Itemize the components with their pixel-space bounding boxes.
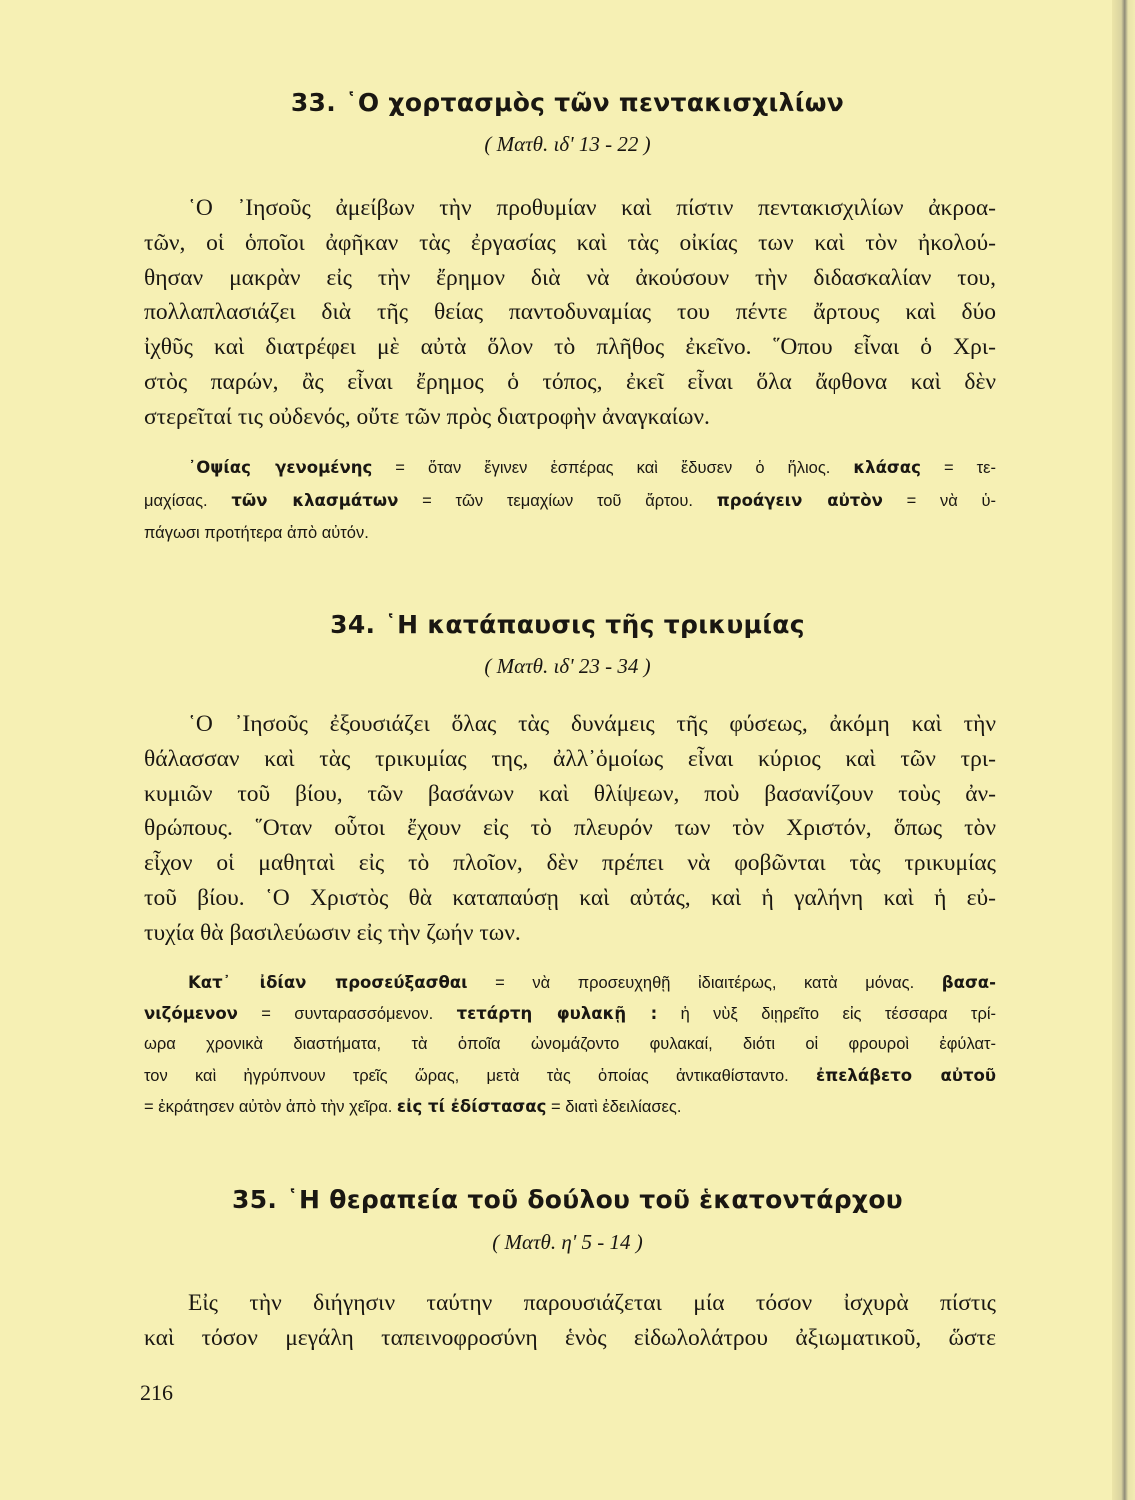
paragraph-line: εἶχον οἱ μαθηταὶ εἰς τὸ πλοῖον, δὲν πρέπει νὰ φοβῶνται τὰς τρικυμίας — [144, 850, 996, 877]
section-34-notes — [144, 967, 996, 1122]
section-35-title: 35. ῾Η θεραπεία τοῦ δούλου τοῦ ἑκατοντάρχου — [232, 1185, 903, 1214]
paragraph-line: καὶ τόσον μεγάλη ταπεινοφροσύνη ἑνὸς εἰδωλολάτρου ἀξιωματικοῦ, ὥστε — [144, 1324, 996, 1351]
note-line — [144, 1060, 996, 1091]
paragraph-line: Εἰς τὴν διήγησιν ταύτην παρουσιάζεται μία τόσον ἰσχυρὰ πίστις — [188, 1290, 996, 1316]
glossary-definition: πάγωσι προτήτερα ἀπὸ αὐτόν. — [144, 524, 369, 542]
glossary-term: τῶν κλασμάτων — [231, 490, 399, 510]
glossary-definition: ωρα χρονικὰ διαστήματα, τὰ ὁποῖα ὠνομάζοντο φυλακαί, διότι οἱ φρουροὶ ἐφύλατ- — [144, 1035, 996, 1053]
section-34-title: 34. ῾Η κατάπαυσις τῆς τρικυμίας — [330, 610, 805, 639]
paragraph-line: θησαν μακρὰν εἰς τὴν ἔρημον διὰ νὰ ἀκούσουν τὴν διδασκαλίαν του, — [144, 264, 996, 291]
glossary-definition: = ἐκράτησεν αὐτὸν ἀπὸ τὴν χεῖρα. — [144, 1098, 397, 1116]
paragraph-line: τῶν, οἱ ὁποῖοι ἀφῆκαν τὰς ἐργασίας καὶ τὰς οἰκίας των καὶ τὸν ἠκολού- — [144, 229, 996, 256]
glossary-definition: τον καὶ ἠγρύπνουν τρεῖς ὥρας, μετὰ τὰς ὁποίας ἀντικαθίσταντο. — [144, 1067, 816, 1085]
glossary-term: κλάσας — [853, 458, 921, 477]
glossary-term: Κατ᾿ ἰδίαν προσεύξασθαι — [188, 973, 468, 992]
page-number: 216 — [140, 1380, 173, 1405]
section-33-reference: ( Ματθ. ιδ' 13 - 22 ) — [484, 132, 651, 156]
glossary-term: τετάρτη φυλακῇ : — [456, 1004, 658, 1023]
section-33-paragraph — [144, 191, 996, 435]
section-35-paragraph — [144, 1286, 996, 1356]
book-binding-edge — [1112, 0, 1135, 1500]
section-34-reference: ( Ματθ. ιδ' 23 - 34 ) — [484, 654, 651, 678]
section-33-notes — [144, 452, 996, 550]
paragraph-line: τυχία θὰ βασιλεύωσιν εἰς τὴν ζωήν των. — [144, 919, 521, 946]
paragraph-line: στὸς παρών, ἂς εἶναι ἔρημος ὁ τόπος, ἐκεῖ εἶναι ὅλα ἄφθονα καὶ δὲν — [144, 368, 996, 395]
paragraph-line: ἰχθῦς καὶ διατρέφει μὲ αὐτὰ ὅλον τὸ πλῆθος ἐκεῖνο. ῞Οπου εἶναι ὁ Χρι- — [144, 334, 996, 361]
glossary-term: ᾿Οψίας γενομένης — [188, 458, 373, 477]
paragraph-line: κυμιῶν τοῦ βίου, τῶν βασάνων καὶ θλίψεων, ποὺ βασανίζουν τοὺς ἀν- — [144, 780, 996, 807]
glossary-definition: μαχίσας. — [144, 491, 232, 510]
glossary-definition: = τε- — [920, 459, 996, 477]
note-line — [144, 967, 996, 998]
glossary-definition: = τῶν τεμαχίων τοῦ ἄρτου. — [398, 491, 717, 510]
glossary-term: εἰς τί ἐδίστασας — [396, 1097, 547, 1116]
glossary-definition: = ὅταν ἔγινεν ἑσπέρας καὶ ἔδυσεν ὁ ἥλιος. — [372, 459, 854, 477]
paragraph-line: ῾Ο ᾿Ιησοῦς ἀμείβων τὴν προθυμίαν καὶ πίστιν πεντακισχιλίων ἀκροα- — [188, 195, 996, 221]
glossary-term: προάγειν αὐτὸν — [716, 490, 883, 510]
paragraph-line: στερεῖταί τις οὐδενός, οὔτε τῶν πρὸς διατροφὴν ἀναγκαίων. — [144, 403, 710, 430]
note-line — [144, 1091, 996, 1122]
glossary-term: νιζόμενον — [144, 1004, 238, 1023]
glossary-definition: = νὰ ὑ- — [882, 491, 997, 510]
glossary-definition: = συνταρασσόμενον. — [237, 1005, 457, 1023]
glossary-definition: ἡ νὺξ διῃρεῖτο εἰς τέσσαρα τρί- — [657, 1005, 996, 1023]
section-34-paragraph — [144, 707, 996, 951]
glossary-term: ἐπελάβετο αὐτοῦ — [816, 1066, 996, 1085]
glossary-term: βασα- — [941, 973, 996, 992]
note-line — [144, 517, 996, 550]
section-33-title: 33. ῾Ο χορτασμὸς τῶν πεντακισχιλίων — [290, 88, 845, 117]
note-line — [144, 998, 996, 1029]
paragraph-line: τοῦ βίου. ῾Ο Χριστὸς θὰ καταπαύσῃ καὶ αὐτάς, καὶ ἡ γαλήνη καὶ ἡ εὐ- — [144, 884, 996, 911]
glossary-definition: = διατὶ ἐδειλίασες. — [546, 1098, 682, 1116]
note-line — [144, 1029, 996, 1060]
note-line — [144, 485, 996, 518]
note-line — [144, 452, 996, 485]
glossary-definition: = νὰ προσευχηθῇ ἰδιαιτέρως, κατὰ μόνας. — [467, 974, 942, 992]
section-35-reference: ( Ματθ. η' 5 - 14 ) — [492, 1230, 643, 1254]
paragraph-line: πολλαπλασιάζει διὰ τῆς θείας παντοδυναμίας του πέντε ἄρτους καὶ δύο — [144, 299, 996, 326]
paragraph-line: θάλασσαν καὶ τὰς τρικυμίας της, ἀλλ᾿ὁμοίως εἶναι κύριος καὶ τῶν τρι- — [144, 745, 996, 772]
paragraph-line: ῾Ο ᾿Ιησοῦς ἐξουσιάζει ὅλας τὰς δυνάμεις τῆς φύσεως, ἀκόμη καὶ τὴν — [188, 711, 996, 737]
paragraph-line: θρώπους. ῞Οταν οὗτοι ἔχουν εἰς τὸ πλευρόν των τὸν Χριστόν, ὅπως τὸν — [144, 815, 996, 842]
